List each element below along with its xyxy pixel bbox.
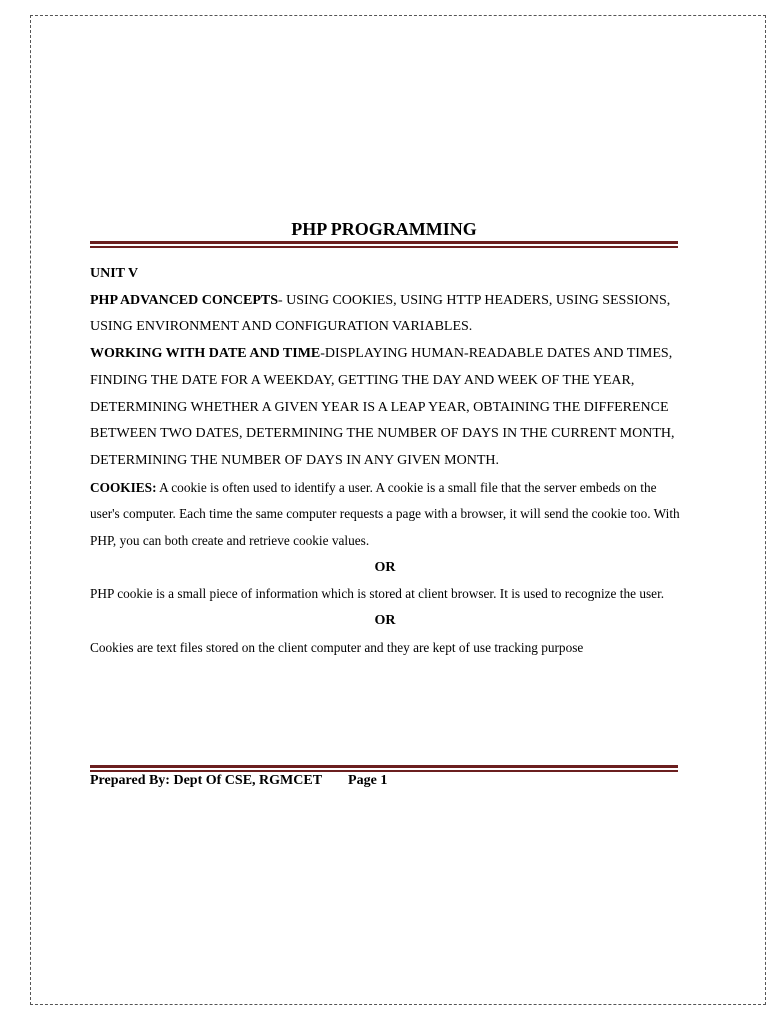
title-divider <box>90 241 678 248</box>
footer-page-number: Page 1 <box>348 773 388 788</box>
advanced-concepts-heading: PHP ADVANCED CONCEPTS <box>90 292 278 308</box>
cookies-paragraph <box>90 475 680 555</box>
cookies-definition-1: A cookie is often used to identify a user. A cookie is a small file that the server embeds on the user's computer. Each time the same computer requests a page with a browser, it will send the cookie too. With PHP, you can both create and retrieve cookie values. <box>90 479 680 549</box>
or-separator-2: OR <box>374 613 396 629</box>
cookies-definition-2: PHP cookie is a small piece of information which is stored at client browser. It is used to recognize the user. <box>90 586 665 602</box>
date-time-paragraph <box>90 341 680 475</box>
or-separator-1: OR <box>374 559 396 575</box>
footer-prepared-by: Prepared By: Dept Of CSE, RGMCET <box>90 773 323 788</box>
advanced-concepts-paragraph <box>90 288 680 341</box>
document-title: PHP PROGRAMMING <box>291 219 477 239</box>
unit-heading: UNIT V <box>90 266 139 281</box>
cookies-definition-3: Cookies are text files stored on the client computer and they are kept of use tracking purpose <box>90 639 584 655</box>
advanced-concepts-text: - USING COOKIES, USING HTTP HEADERS, USING SESSIONS, USING ENVIRONMENT AND CONFIGURATION VARIABLES. <box>90 292 671 335</box>
date-time-text: -DISPLAYING HUMAN-READABLE DATES AND TIMES, FINDING THE DATE FOR A WEEKDAY, GETTING THE DAY AND WEEK OF THE YEAR, DETERMINING WHETHER A GIVEN YEAR IS A LEAP YEAR, OBTAINING THE DIFFERENCE BETWEEN TWO DATES, DETERMINING THE NUMBER OF DAYS IN THE CURRENT MONTH, DETERMINING THE NUMBER OF DAYS IN ANY GIVEN MONTH. <box>90 346 675 468</box>
date-time-heading: WORKING WITH DATE AND TIME <box>90 346 321 362</box>
cookies-heading: COOKIES: <box>90 479 157 495</box>
page-footer <box>90 770 387 792</box>
document-body <box>90 261 680 662</box>
